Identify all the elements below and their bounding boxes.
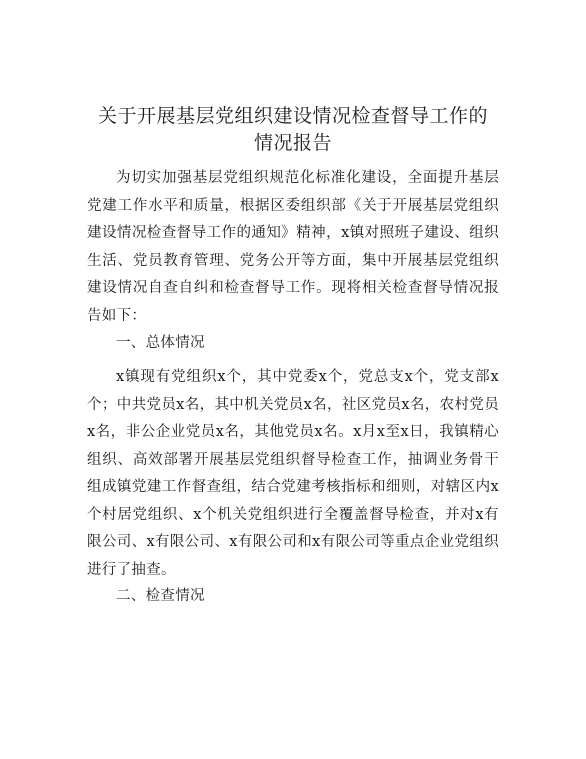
document-title-line-1: 关于开展基层党组织建设情况检查督导工作的 [97, 105, 488, 127]
document-title-line-2: 情况报告 [253, 132, 332, 154]
overview-paragraph: x镇现有党组织x个，其中党委x个，党总支x个，党支部x个；中共党员x名，其中机关党员x名，社区党员x名，农村党员x名，非公企业党员x名，其他党员x名。x月x至x日，我镇精心组织、高效部署开展基层党组织督导检查工作，抽调业务骨干组成镇党建工作督查组，结合党建考核指标和细则，对辖区内x个村居党组织、x个机关党组织进行全覆盖督导检查，并对x有限公司、x有限公司、x有限公司和x有限公司等重点企业党组织进行了抽查。 [87, 369, 499, 578]
intro-paragraph: 为切实加强基层党组织规范化标准化建设，全面提升基层党建工作水平和质量，根据区委组织部《关于开展基层党组织建设情况检查督导工作的通知》精神，x镇对照班子建设、组织生活、党员教育管理、党务公开等方面，集中开展基层党组织建设情况自查自纠和检查督导工作。现将相关检查督导情况报告如下： [87, 170, 499, 324]
section-heading-overview: 一、总体情况 [116, 335, 205, 351]
section-heading-inspection: 二、检查情况 [116, 588, 205, 604]
